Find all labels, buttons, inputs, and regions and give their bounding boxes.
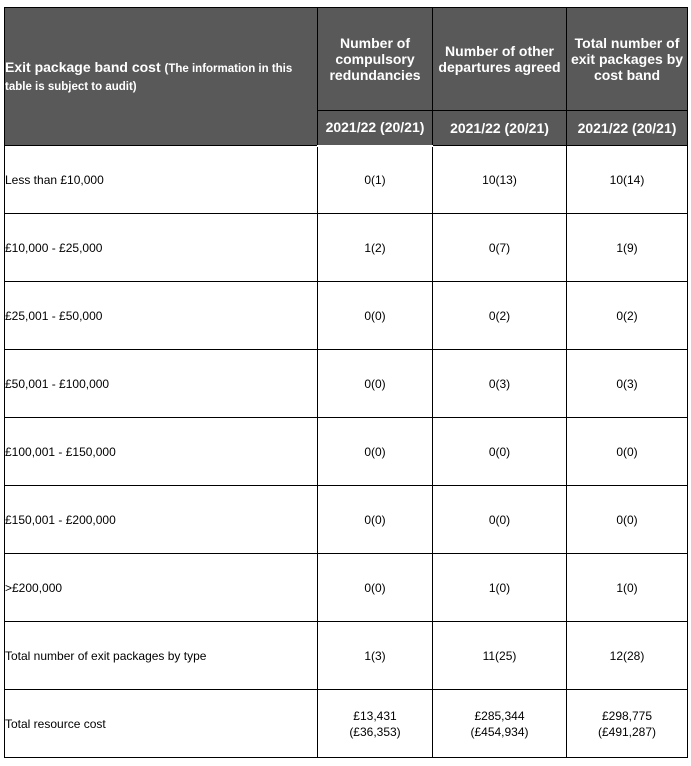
period-label-other: 2021/22 (20/21) [433,111,567,146]
band-cost-title: Exit package band cost [5,58,161,75]
col-header-total: Total number of exit packages by cost band [567,8,688,111]
cell-other: 0(0) [433,486,567,554]
total-resource-cost-row [5,690,688,758]
cell-other: 0(2) [433,282,567,350]
table-row [5,486,688,554]
cell-other: 0(3) [433,350,567,418]
cell-other: 11(25) [433,622,567,690]
table-row [5,418,688,486]
table-row [5,146,688,214]
cell-other: 10(13) [433,146,567,214]
cell-total: 0(0) [567,486,688,554]
cell-compulsory: 0(0) [318,282,433,350]
header-row [5,8,688,111]
period-label-compulsory: 2021/22 (20/21) [318,111,433,146]
cell-compulsory: 1(2) [318,214,433,282]
row-label: £10,000 - £25,000 [5,214,318,282]
cell-total: 10(14) [567,146,688,214]
cell-total: 1(0) [567,554,688,622]
cost-current: £298,775 [601,708,653,723]
row-label: £100,001 - £150,000 [5,418,318,486]
row-label: Total resource cost [5,690,318,758]
cell-compulsory: 0(0) [318,350,433,418]
col-header-other: Number of other departures agreed [433,8,567,111]
cell-compulsory: 0(1) [318,146,433,214]
col-header-compulsory: Number of compulsory redundancies [318,8,433,111]
cell-compulsory: 1(3) [318,622,433,690]
cell-other: 0(7) [433,214,567,282]
cell-compulsory: 0(0) [318,418,433,486]
cell-total: 0(2) [567,282,688,350]
cell-total: 0(3) [567,350,688,418]
table-row [5,350,688,418]
cost-prior: (£454,934) [470,724,529,739]
row-label: >£200,000 [5,554,318,622]
cell-total: 12(28) [567,622,688,690]
table-row [5,214,688,282]
cost-prior: (£36,353) [349,724,401,739]
cost-prior: (£491,287) [597,724,657,739]
row-label: £25,001 - £50,000 [5,282,318,350]
cost-current: £285,344 [474,708,525,723]
cell-other [433,690,567,758]
table-row [5,554,688,622]
cost-current: £13,431 [353,708,397,723]
cell-compulsory [318,690,433,758]
band-cost-note: (The information in this table is subject to audit) [5,62,293,93]
period-label-total: 2021/22 (20/21) [567,111,688,146]
row-label: Less than £10,000 [5,146,318,214]
cell-other: 1(0) [433,554,567,622]
cell-other: 0(0) [433,418,567,486]
band-cost-header [5,8,318,146]
cell-total: 1(9) [567,214,688,282]
cell-total [567,690,688,758]
total-packages-row [5,622,688,690]
table-row [5,282,688,350]
row-label: Total number of exit packages by type [5,622,318,690]
cell-total: 0(0) [567,418,688,486]
exit-package-table [4,7,688,758]
cell-compulsory: 0(0) [318,554,433,622]
row-label: £150,001 - £200,000 [5,486,318,554]
cell-compulsory: 0(0) [318,486,433,554]
row-label: £50,001 - £100,000 [5,350,318,418]
